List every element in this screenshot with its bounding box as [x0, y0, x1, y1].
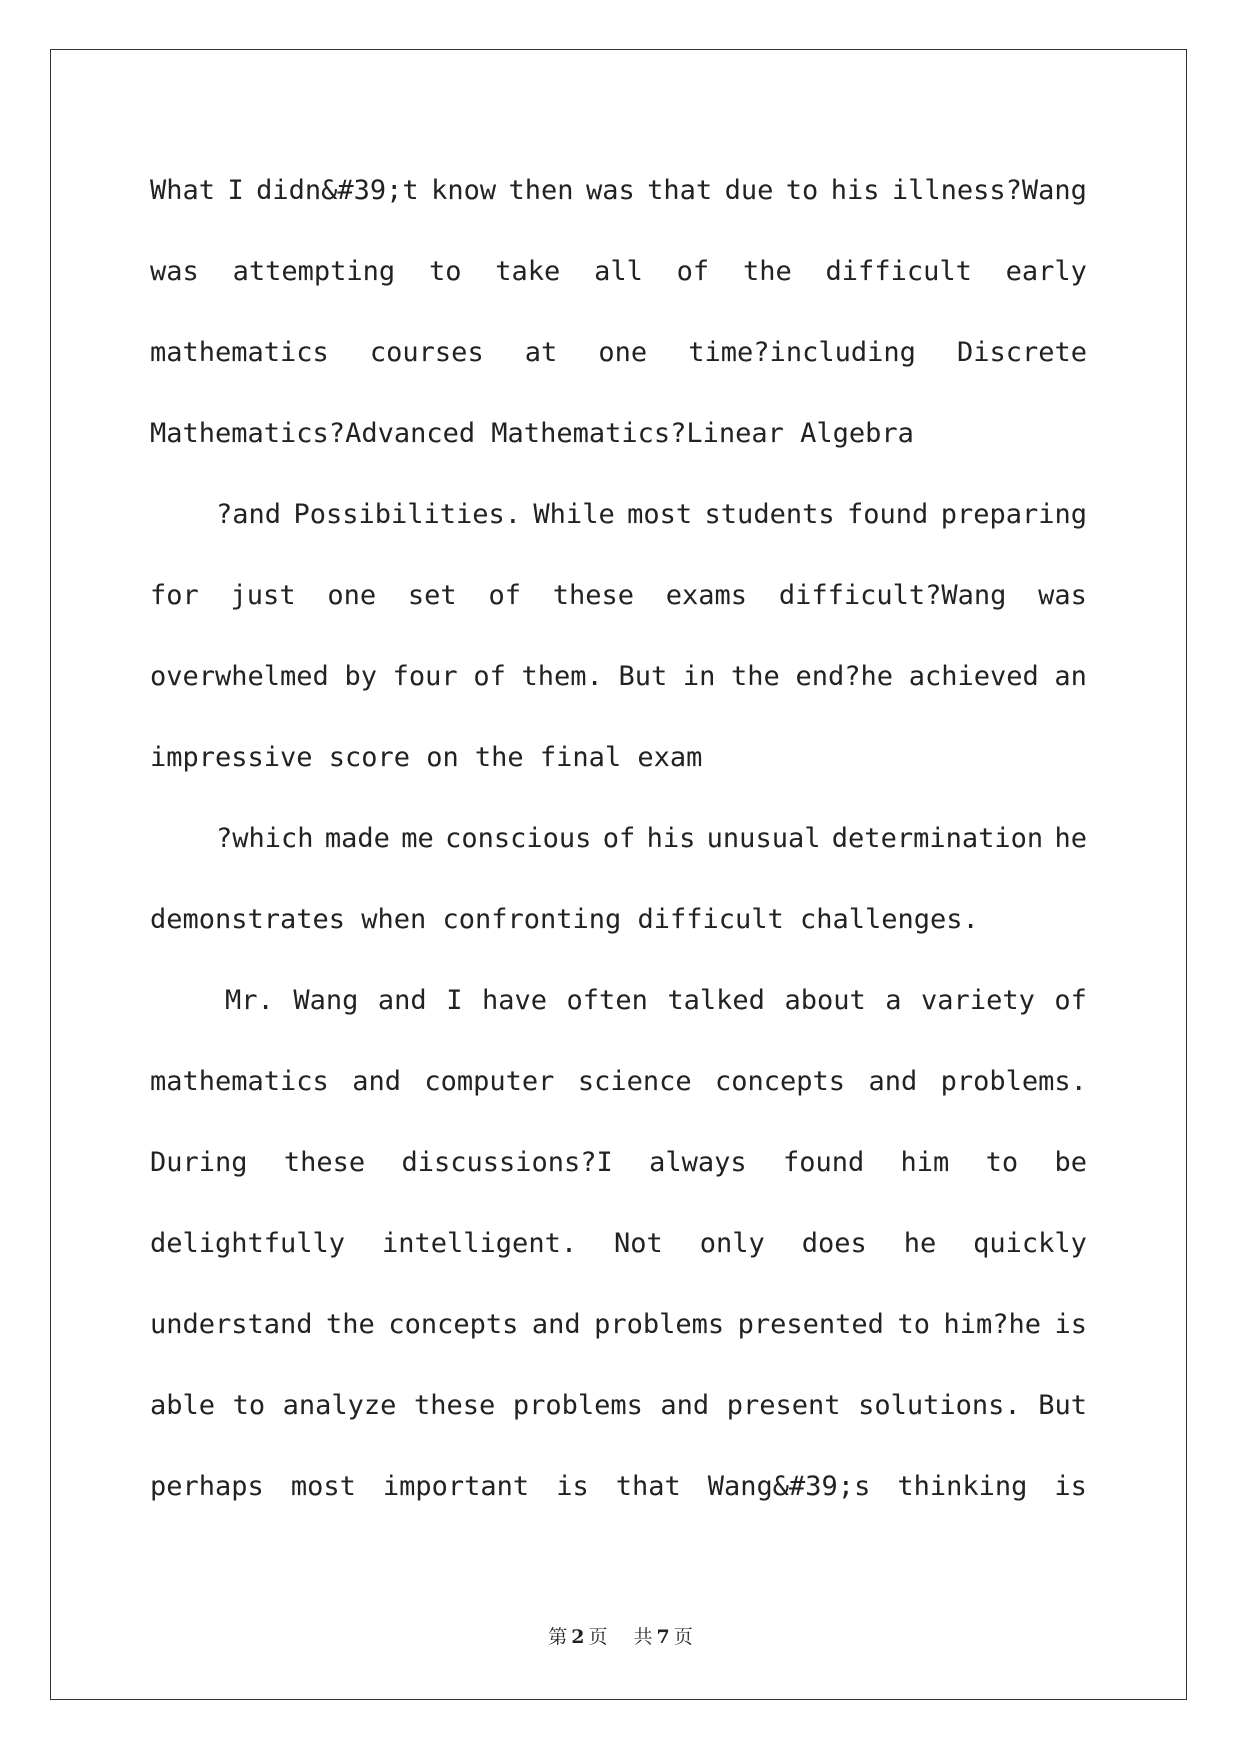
text-line	[150, 1455, 1087, 1536]
word: science	[577, 1066, 692, 1097]
word: difficult?Wang	[778, 580, 1007, 611]
word: Mathematics?Linear	[491, 418, 784, 449]
word: overwhelmed	[150, 661, 329, 692]
word: I	[446, 985, 463, 1016]
word: be	[1054, 1147, 1087, 1178]
word: four	[392, 661, 458, 692]
word: him?he	[943, 1309, 1041, 1340]
word: and	[531, 1309, 581, 1340]
word: most	[627, 499, 693, 530]
word: score	[328, 742, 411, 773]
text-line	[150, 726, 1087, 807]
word: made	[324, 823, 390, 854]
word: and	[660, 1390, 710, 1421]
footer-page-suffix: 页	[588, 1626, 608, 1648]
word: difficult	[825, 256, 972, 287]
word: perhaps	[150, 1471, 264, 1502]
word: ?which	[216, 823, 314, 854]
word: an	[1054, 661, 1087, 692]
text-line	[150, 969, 1087, 1050]
word: his	[830, 175, 880, 206]
word: of	[1054, 985, 1087, 1016]
word: most	[290, 1471, 356, 1502]
word: his	[646, 823, 696, 854]
word: illness?Wang	[891, 175, 1087, 206]
word: these	[413, 1390, 496, 1421]
word: the	[474, 742, 524, 773]
word: Not	[614, 1228, 663, 1259]
word: is	[1054, 1471, 1087, 1502]
word: end?he	[795, 661, 894, 692]
word: to	[428, 256, 462, 287]
word: challenges.	[799, 904, 979, 935]
word: While	[533, 499, 615, 530]
word: the	[742, 256, 792, 287]
word: in	[682, 661, 716, 692]
word: time?including	[688, 337, 916, 368]
word: these	[283, 1147, 366, 1178]
word: is	[1054, 1309, 1087, 1340]
word: Mathematics?Advanced	[150, 418, 476, 449]
word: During	[150, 1147, 248, 1178]
word: important	[382, 1471, 530, 1502]
word: What	[150, 175, 216, 206]
word: at	[524, 337, 558, 368]
word: him	[900, 1147, 950, 1178]
word: attempting	[232, 256, 396, 287]
footer-prefix: 第	[548, 1626, 568, 1648]
word: Wang	[293, 985, 359, 1016]
text-line	[150, 1374, 1087, 1455]
word: determination	[831, 823, 1044, 854]
word: me	[401, 823, 434, 854]
word: ?and	[216, 499, 282, 530]
word: and	[377, 985, 427, 1016]
text-line	[150, 888, 1087, 969]
text-line	[150, 321, 1087, 402]
word: a	[885, 985, 902, 1016]
word: that	[615, 1471, 681, 1502]
word: preparing	[940, 499, 1087, 530]
text-line	[150, 645, 1087, 726]
word: is	[556, 1471, 589, 1502]
word: these	[552, 580, 634, 611]
word: of	[488, 580, 521, 611]
word: But	[618, 661, 668, 692]
word: always	[649, 1147, 747, 1178]
word: does	[801, 1228, 867, 1259]
word: often	[566, 985, 648, 1016]
word: he	[903, 1228, 937, 1259]
word: of	[473, 661, 506, 692]
word: delightfully	[150, 1228, 346, 1259]
word: he	[1054, 823, 1087, 854]
word: confronting	[442, 904, 622, 935]
total-pages: 7	[656, 1626, 670, 1648]
word: Wang&#39;s	[707, 1471, 871, 1502]
word: impressive	[150, 742, 313, 773]
word: presented	[737, 1309, 884, 1340]
word: students	[704, 499, 835, 530]
word: early	[1005, 256, 1087, 287]
word: Algebra	[800, 418, 914, 449]
word: unusual	[706, 823, 821, 854]
word: conscious	[445, 823, 592, 854]
word: found	[847, 499, 929, 530]
word: courses	[369, 337, 484, 368]
word: the	[731, 661, 780, 692]
word: intelligent.	[382, 1228, 578, 1259]
word: talked	[667, 985, 765, 1016]
word: only	[699, 1228, 765, 1259]
word: all	[594, 256, 643, 287]
word: understand	[150, 1309, 313, 1340]
word: Discrete	[956, 337, 1087, 368]
word: have	[481, 985, 548, 1016]
text-line	[150, 1131, 1087, 1212]
word: was	[150, 256, 199, 287]
text-line	[150, 1050, 1087, 1131]
word: due	[724, 175, 774, 206]
word: when	[361, 904, 427, 935]
word: one	[327, 580, 377, 611]
word: quickly	[973, 1228, 1087, 1259]
word: mathematics	[150, 337, 329, 368]
word: just	[230, 580, 296, 611]
word: by	[344, 661, 377, 692]
footer-total-suffix: 页	[673, 1626, 693, 1648]
word: about	[784, 985, 866, 1016]
word: Mr.	[225, 985, 274, 1016]
word: to	[985, 1147, 1019, 1178]
word: variety	[921, 985, 1035, 1016]
text-line	[150, 159, 1087, 240]
word: of	[676, 256, 710, 287]
text-line	[150, 1212, 1087, 1293]
word: able	[150, 1390, 216, 1421]
word: concepts	[388, 1309, 519, 1340]
word: discussions?I	[401, 1147, 613, 1178]
word: take	[495, 256, 561, 287]
word: was	[1038, 580, 1087, 611]
word: and	[352, 1066, 401, 1097]
word: present	[726, 1390, 841, 1421]
text-line	[150, 483, 1087, 564]
word: and	[868, 1066, 918, 1097]
word: set	[407, 580, 457, 611]
word: demonstrates	[150, 904, 346, 935]
word: thinking	[897, 1471, 1028, 1502]
word: I	[227, 175, 244, 206]
word: one	[598, 337, 648, 368]
word: then	[508, 175, 574, 206]
word: the	[326, 1309, 375, 1340]
word: problems	[594, 1309, 725, 1340]
word: computer	[424, 1066, 555, 1097]
word: didn&#39;t	[256, 175, 419, 206]
page-number: 2	[571, 1626, 585, 1648]
word: Possibilities.	[293, 499, 522, 530]
word: to	[232, 1390, 266, 1421]
page-footer	[0, 1622, 1241, 1649]
word: problems	[512, 1390, 643, 1421]
word: exam	[637, 742, 703, 773]
word: on	[426, 742, 459, 773]
word: them.	[521, 661, 603, 692]
word: found	[782, 1147, 865, 1178]
word: analyze	[282, 1390, 397, 1421]
word: problems.	[940, 1066, 1087, 1097]
word: mathematics	[150, 1066, 329, 1097]
document-body	[150, 159, 1087, 1536]
word: know	[431, 175, 497, 206]
text-line	[150, 402, 1087, 483]
text-line	[150, 564, 1087, 645]
text-line	[150, 240, 1087, 321]
word: of	[602, 823, 636, 854]
word: for	[150, 580, 199, 611]
text-line	[150, 807, 1087, 888]
word: that	[647, 175, 713, 206]
word: to	[785, 175, 819, 206]
word: concepts	[715, 1066, 846, 1097]
word: to	[897, 1309, 930, 1340]
word: solutions.	[858, 1390, 1021, 1421]
footer-total-prefix: 共	[633, 1626, 653, 1648]
word: final	[539, 742, 622, 773]
word: difficult	[637, 904, 784, 935]
text-line	[150, 1293, 1087, 1374]
word: achieved	[908, 661, 1039, 692]
word: exams	[665, 580, 748, 611]
word: was	[585, 175, 635, 206]
word: But	[1038, 1390, 1087, 1421]
